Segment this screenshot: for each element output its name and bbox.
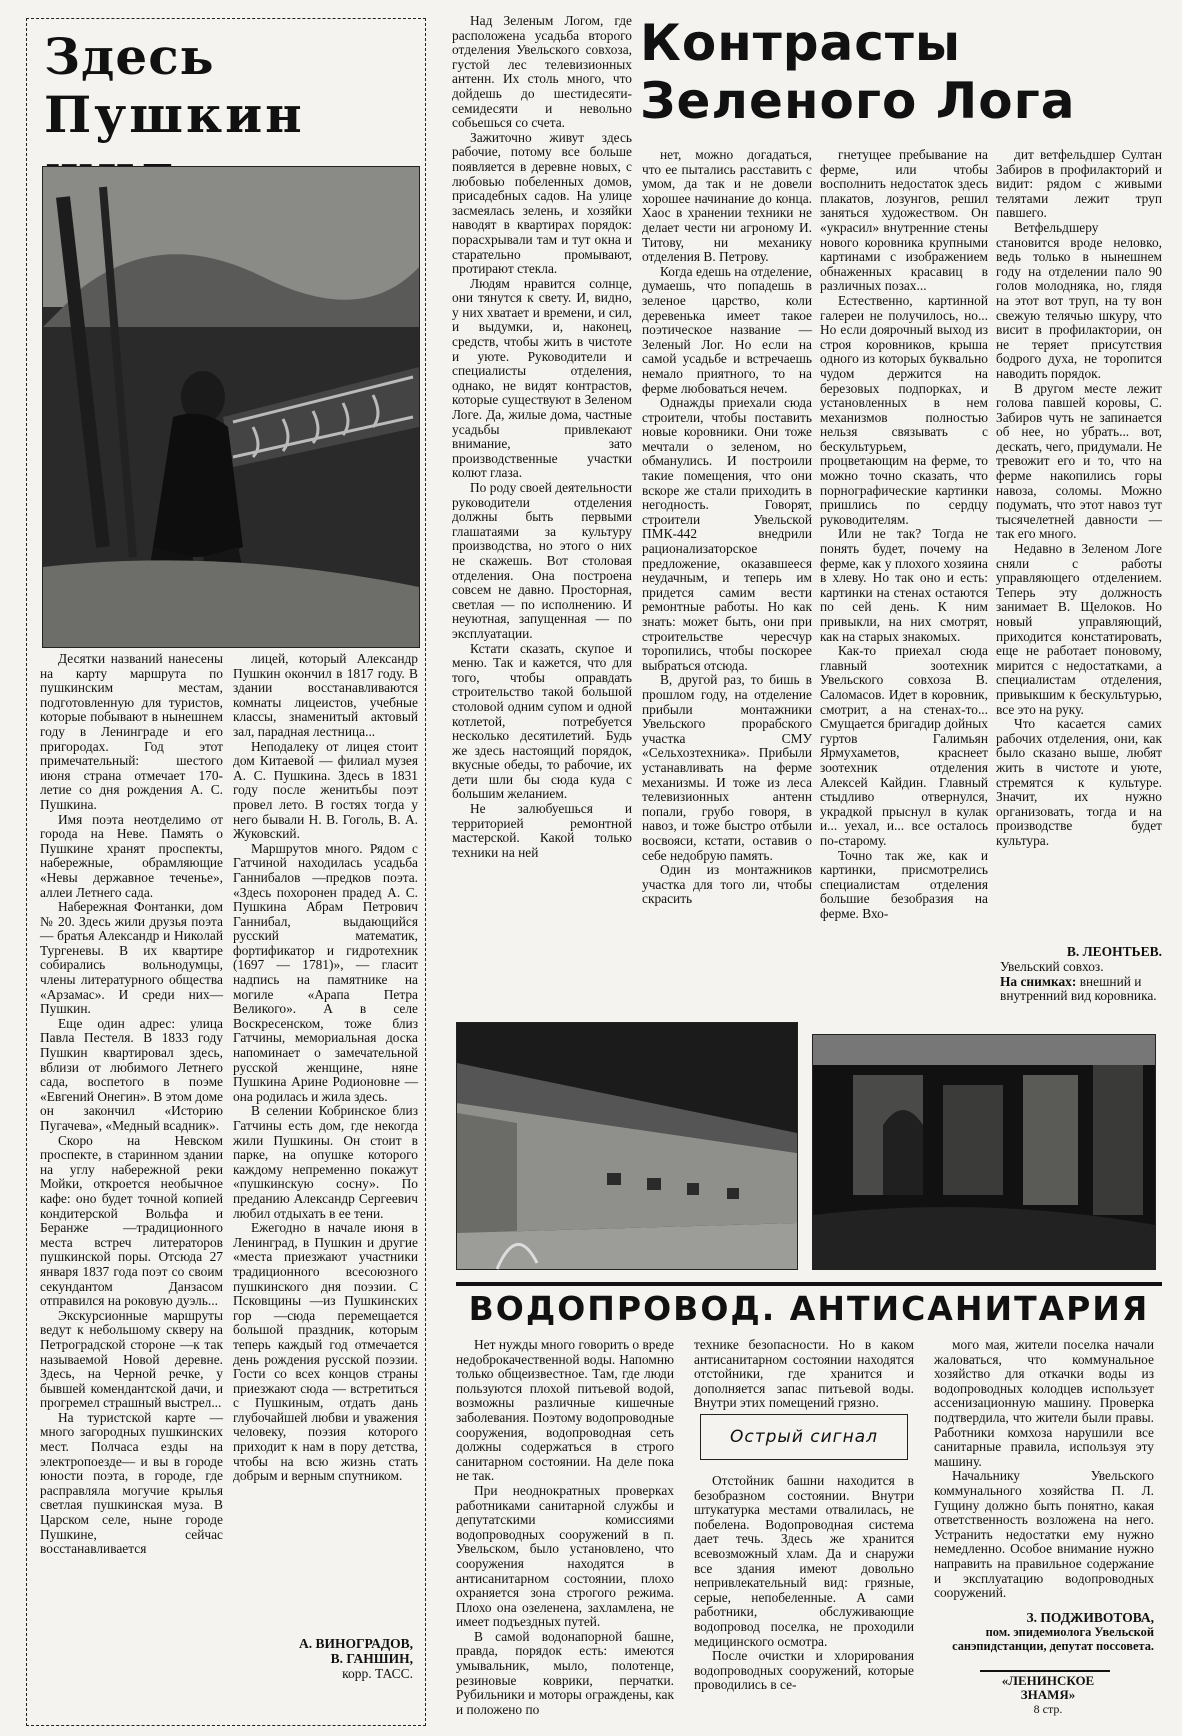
contrasts-article-title: Контрасты Зеленого Лога	[640, 14, 1076, 130]
contrasts-text-col1: Над Зеленым Логом, где расположена усадьба второго отделения Увельского совхоза, густой лес телевизионных антенн. Их столь много, что дойдешь до шестидесяти-семидесяти и невольно собьешься со счета. Зажиточно живут здесь рабочие, потому все больше появляется в деревне новых, с любовью побеленных домов, присадебных садов. На улице засмеялась зелень, и хозяйки наводят в квартирах порядок: порасхрывали там и тут окна и старательно промывают, протирают стекла. Людям нравится солнце, они тянутся к свету. И, видно, у них хватает и времени, и сил, и выдумки, и, наконец, средств, чтобы жить в чистоте и уюте. Руководители и специалисты отделения, однако, не видят контрастов, которые существуют в Зеленом Логе. Да, жилые дома, частные усадьбы привлекают внимание, зато производственные участки колют глаза. По роду своей деятельности руководители отделения должны быть первыми глашатаями за культуру производства, но этого о них не скажешь. Вот столовая отделения. Она построена совсем не давно. Просторная, светлая — по исполнению. И неуютная, запущенная — по эксплуатации. Кстати сказать, скупое и меню. Так и кажется, что для того, чтобы оправдать строительство такой большой столовой одним супом и одной котлетой, потребуется несколько десятилетий. Будь же здесь настоящий порядок, вкусные обеды, то рабочие, их дети шли бы сюда куда с большим желанием. Не залюбуешься и территорией ремонтной мастерской. Какой только техники на ней	[452, 13, 632, 860]
caption-label: На снимках:	[1000, 973, 1077, 989]
water-text-col2: Отстойник башни находится в безобразном состоянии. Внутри штукатурка местами отвалилась, не побелена. Водопроводная система дает течь. Здесь же хранится всевозможный хлам. Да и снаружи все здания имеют довольно непривлекательный вид: грязные, серые, непобеленные. А сами работники, обслуживающие водопровод поселка, не проходили медицинского осмотра. После очистки и хлорирования водопроводных сооружений, которые проводились в се-	[694, 1473, 914, 1693]
barn-exterior-photo	[456, 1022, 798, 1270]
pushkin-text-col2: лицей, который Александр Пушкин окончил в 1817 году. В здании восстанавливаются комнаты лицеистов, учебные классы, знаменитый актовый зал, парадная лестница... Неподалеку от лицея стоит дом Китаевой — филиал музея А. С. Пушкина. Здесь в 1831 году после женитьбы поэт провел лето. В гостях тогда у него бывали Н. В. Гоголь, В. А. Жуковский. Маршрутов много. Рядом с Гатчиной находилась усадьба Ганнибалов —предков поэта. «Здесь похоронен прадед А. С. Пушкина Абрам Петрович Ганнибал, выдающийся русский математик, фортификатор и гидротехник (1697 — 1781)», — гласит надпись на памятнике на могиле «Арапа Петра Великого». А в селе Воскресенском, тоже близ Гатчины, мемориальная доска напоминает о замечательной русской женщине, няне Пушкина Арине Родионовне — она родилась и жила здесь. В селении Кобринское близ Гатчины есть дом, где некогда жили Пушкины. Он стоит в парке, на опушке которого каждому непременно покажут «пушкинскую сосну». По преданию Александр Сергеевич любил отдыхать в ее тени. Ежегодно в начале июня в Ленинград, в Пушкин и другие «места приезжают участники традиционного всесоюзного пушкинского дня поэзии. С Псковщины —из Пушкинских гор —сюда перемещается большой праздник, которым теперь каждый год отмечается день рождения русской поэзии. Гости со всех концов страны приезжают сюда — встретиться с Пушкиным, отдать дань глубочайшей любви и уважения человеку, поэзия которого приходит к нам в пору детства, чтобы на всю жизнь стать добрым и верным спутником.	[233, 651, 418, 1484]
barn-exterior-image	[457, 1023, 797, 1269]
water-text-col3: мого мая, жители поселка начали жаловаться, что коммунальное хозяйство для откачки воды из водопроводных колодцев использует ассенизационную машину. Проверка подтвердила, что жители были правы. Работники комхоза нарушили все санитарные правила, используя эту машину. Начальнику Увельского коммунального хозяйства П. Л. Гущину должно быть понятно, какая ответственность возложена на него. Устранить недостатки ему нужно немедленно. Особое внимание нужно направить на правильное содержание и эксплуатацию водопроводных сооружений.	[934, 1337, 1154, 1601]
caption-text: внешний и внутренний вид коровника.	[1000, 973, 1157, 1004]
pushkin-photo-image	[43, 167, 419, 647]
pushkin-text-col1: Десятки названий нанесены на карту маршрута по пушкинским местам, подготовленную для туристов, которые побывают в нынешнем году в Ленинграде и его пригородах. Год этот примечательный: шестого июня страна отмечает 170-летие со дня рождения А. С. Пушкина. Имя поэта неотделимо от города на Неве. Память о Пушкине хранят проспекты, набережные, обрамляющие «Невы державное теченье», аллеи Летнего сада. Набережная Фонтанки, дом № 20. Здесь жили друзья поэта — братья Александр и Николай Тургеневы. В их квартире собирались вольнодумцы, члены литературного общества «Арзамас». И среди них—Пушкин. Еще один адрес: улица Павла Пестеля. В 1833 году Пушкин квартировал здесь, вблизи от любимого Летнего сада, воспетого в поэме «Евгений Онегин». В этом доме он закончил «Историю Пугачева», «Медный всадник». Скоро на Невском проспекте, в старинном здании на углу набережной реки Мойки, откроется необычное кафе: оно будет точной копией кондитерской Вольфа и Беранже —традиционного места встреч литераторов пушкинской поры. Отсюда 27 января 1837 года поэт со своим секундантом Данзасом отправился на роковую дуэль... Экскурсионные маршруты ведут к небольшому скверу на Петроградской стороне —к так называемой Новой деревне. Здесь, на Черной речке, у бывшей комендантской дачи, и прогремел страшный выстрел... На туристской карте — много загородных пушкинских мест. Полчаса езды на электропоезде— и вы в городе юности поэта, в городе, где расправляла могучие крылья светлая пушкинская муза. В Царском селе, ныне городе Пушкине, сейчас восстанавливается	[40, 651, 223, 1557]
contrasts-signature: В. ЛЕОНТЬЕВ.	[1066, 944, 1162, 959]
barn-interior-photo	[812, 1034, 1156, 1270]
bottom-top-rule	[456, 1282, 1162, 1286]
contrasts-text-col3: гнетущее пребывание на ферме, или чтобы восполнить недостаток здесь плакатов, лозунгов, решил заняться художеством. Он «украсил» внутренние стены нового коровника крупными картинами с изображением обнаженных красавиц в различных позах... Естественно, картинной галереи не получилось, но... Но если доярочный выход из строя коровников, крыша одного из которых буквально чудом держится на березовых подпорках, и установленных в нем механизмов полностью нельзя связывать с бескультурьем, процветающим на ферме, то можно точно сказать, что порнографические картинки пришлись по сердцу руководителям. Или не так? Тогда не понять будет, почему на ферме, как у плохого хозяина в хлеву. Но так оно и есть: картинки на стенах остаются по сей день. К ним привыкли, на них смотрят, как на старых знакомых. Как-то приехал сюда главный зоотехник Увельского совхоза В. Саломасов. Идет в коровник, смотрит, а на стенах-то... Смущается бригадир дойных гуртов Галимьян Ярмухаметов, краснеет зоотехник отделения Алексей Кайдин. Главный стыдливо отвернулся, украдкой прыснул в кулак и... уехал, и... все осталось по-старому. Точно так же, как и картинки, присмотрелись специалистам отделения большие безобразия на ферме. Вхо-	[820, 147, 988, 921]
contrasts-text-col2: нет, можно догадаться, что ее пытались расставить с умом, да так и не довели хорошее начинание до конца. Хаос в хранении техники не делает чести ни агроному И. Титову, ни механику отделения В. Петрову. Когда едешь на отделение, думаешь, что попадешь в зеленое царство, коли деревенька имеет такое поэтическое название — Зеленый Лог. Но если на самой усадьбе и встречаешь немало приятного, то на ферме любоваться нечем. Однажды приехали сюда строители, чтобы поставить новые коровники. Они тоже мечтали о зеленом, но обманулись. И построили такие помещения, что они вскоре же стали приходить в негодность. Говорят, строители Увельской ПМК-442 внедрили рационализаторское предложение, оказавшееся неудачным, и теперь им придется самим вести ремонтные работы. Но как знать: может быть, они при строительстве чересчур торопились, чтобы поскорее выбраться отсюда. В, другой раз, то бишь в прошлом году, на отделение прибыли монтажники Увельского прорабского участка СМУ «Сельхозтехника». Прибыли устанавливать на ферме механизмы. И тоже из леса телевизионных антенн попали, грубо говоря, в навоз, и тоже быстро отбыли восвояси, кстати, оставив о себе недобрую память. Один из монтажников участка для того ли, чтобы скрасить	[642, 147, 812, 907]
water-text-col2-top: технике безопасности. Но в каком антисанитарном состоянии находятся отстойники, где хранится и дополняется запас питьевой воды. Внутри этих помещений грязно.	[694, 1337, 914, 1411]
contrasts-text-col4: дит ветфельдшер Султан Забиров в профилакторий и видит: рядом с живыми телятами лежит труп павшего. Ветфельдшеру становится вроде неловко, ведь только в нынешнем году на отделении пало 90 голов молодняка, но, глядя на этот вот труп, на ту вон свежую телячью шкуру, что висит в профилактории, он не теряет присутствия бодрого духа, не торопится наводить порядок. В другом месте лежит голова павшей коровы, С. Забиров чуть не запинается об нее, но убрать... вот, дескать, чего, придумали. Не тревожит его и то, что на ферме накопились горы навоза, соломы. Можно подумать, что этот навоз тут тысячелетней давности — так его много. Недавно в Зеленом Логе сняли с работы управляющего отделением. Теперь эту должность занимает В. Щелоков. Но новый управляющий, приходится констатировать, еще не работает поновому, мирится с недостатками, а специалистам отделения, привыкшим к бескультурью, все это на руку. Что касается самих рабочих отделения, они, как было сказано выше, любят жить в чистоте и уюте, стремятся к культуре. Значит, их нужно организовать, тогда и на производстве будет культура.	[996, 147, 1162, 848]
water-article-title: ВОДОПРОВОД. АНТИСАНИТАРИЯ	[468, 1289, 1150, 1328]
pushkin-article-title: Здесь Пушкин	[44, 27, 305, 144]
contrasts-location: Увельский совхоз. На снимках: внешний и внутренний вид коровника.	[1000, 959, 1157, 1004]
source-rule	[980, 1670, 1110, 1672]
water-text-col1: Нет нужды много говорить о вреде недоброкачественной воды. Напомню только общеизвестное. Там, где люди пользуются плохой питьевой водой, возможны различные кишечные заболевания. Поэтому водопроводные сооружения, водопроводная сеть должны содержаться в строго санитарном состоянии. На деле пока не так. При неоднократных проверках работниками санитарной службы и депутатскими комиссиями водопроводных сооружений в п. Увельском, было установлено, что сооружения находятся в антисанитарном состоянии, плохо охраняется зона строгого режима. Плохо она озеленена, захламлена, не имеет подъездных путей. В самой водонапорной башне, правда, порядок есть: имеются умывальник, мыло, полотенце, резиновые коврики, перчатки. Рубильники и моторы ограждены, как и положено по	[456, 1337, 674, 1717]
barn-interior-image	[813, 1035, 1155, 1269]
rubric-box	[700, 1414, 908, 1460]
source-credit: «ЛЕНИНСКОЕ ЗНАМЯ» 8 стр.	[1001, 1673, 1095, 1716]
pushkin-photo	[42, 166, 420, 648]
pushkin-signature: А. ВИНОГРАДОВ, В. ГАНШИН, корр. ТАСС.	[298, 1636, 413, 1681]
water-signature: З. ПОДЖИВОТОВА, пом. эпидемиолога Увельской санэпидстанции, депутат поссовета.	[952, 1610, 1154, 1653]
rubric-label: Острый сигнал	[729, 1427, 879, 1447]
